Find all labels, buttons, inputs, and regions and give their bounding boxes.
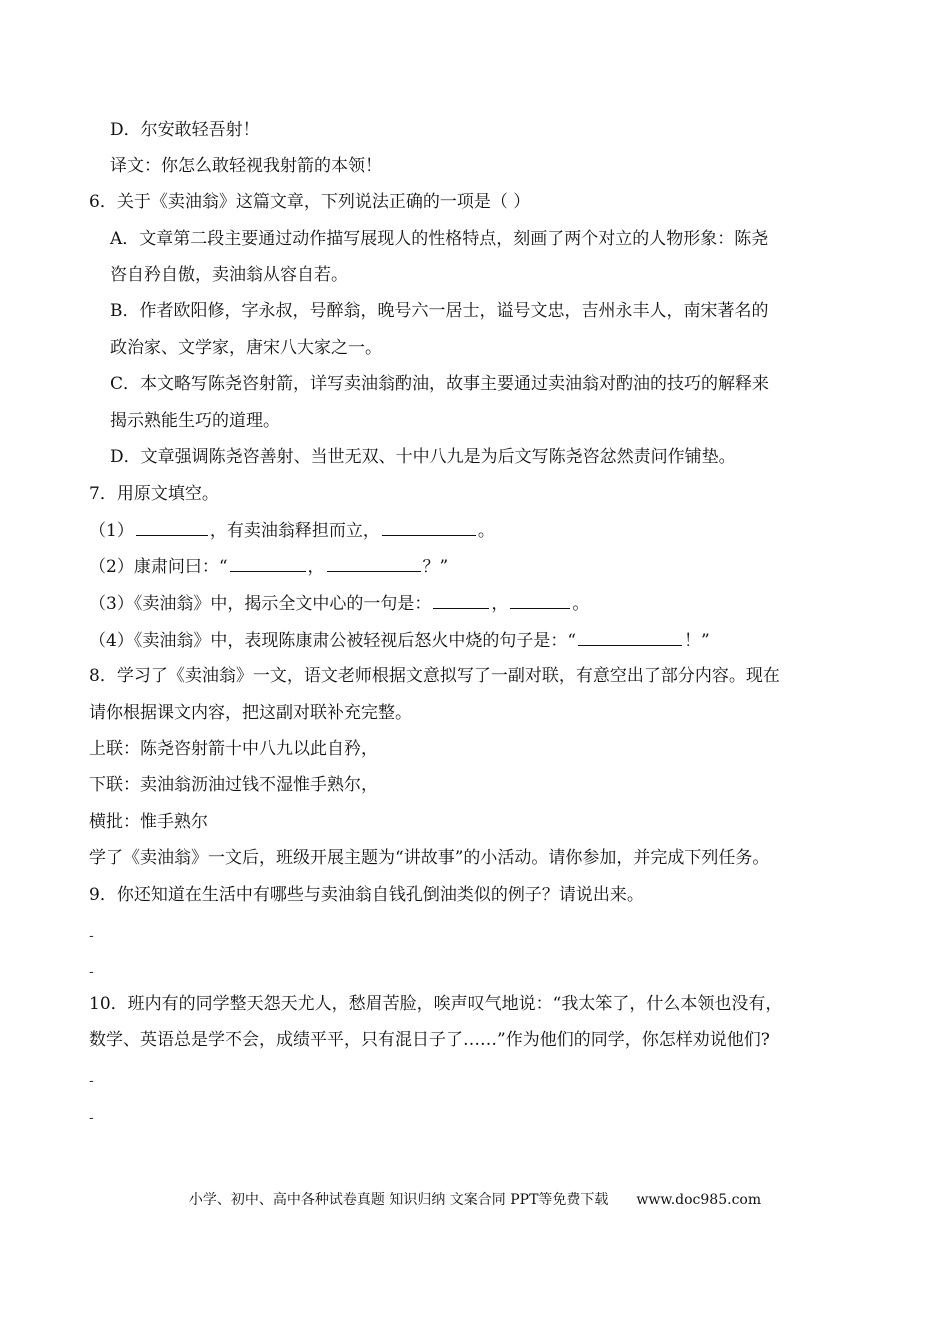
q6-option-d: D．文章强调陈尧咨善射、当世无双、十中八九是为后文写陈尧咨忿然责问作铺垫。 <box>110 447 736 467</box>
couplet-second-line: 下联：卖油翁沥油过钱不湿惟手熟尔， <box>89 775 378 795</box>
answer-line-mark[interactable]: - <box>89 1073 94 1089</box>
answer-blank[interactable] <box>230 555 306 572</box>
answer-blank[interactable] <box>510 592 570 609</box>
page-footer <box>0 1191 950 1209</box>
answer-line-mark[interactable]: - <box>89 1110 94 1126</box>
q7-item-4: （4）《卖油翁》中，表现陈康肃公被轻视后怒火中烧的句子是：“ ！” <box>89 631 710 651</box>
q6-option-b-line2: 政治家、文学家，唐宋八大家之一。 <box>110 338 382 358</box>
answer-blank[interactable] <box>433 592 489 609</box>
activity-intro: 学了《卖油翁》一文后，班级开展主题为“讲故事”的小活动。请你参加，并完成下列任务。 <box>89 848 770 868</box>
footer-site-link[interactable]: www.doc985.com <box>636 1192 762 1208</box>
question-7: 7．用原文填空。 <box>89 484 219 504</box>
question-9: 9．你还知道在生活中有哪些与卖油翁自钱孔倒油类似的例子？请说出来。 <box>89 885 644 905</box>
q7-item-3: （3）《卖油翁》中，揭示全文中心的一句是： ， 。 <box>89 594 590 614</box>
answer-blank[interactable] <box>327 555 421 572</box>
option-d-text: D．尔安敢轻吾射！ <box>110 120 260 140</box>
question-10-line2: 数学、英语总是学不会，成绩平平，只有混日子了……”作为他们的同学，你怎样劝说他们? <box>89 1030 770 1050</box>
q6-option-c-line1: C．本文略写陈尧咨射箭，详写卖油翁酌油，故事主要通过卖油翁对酌油的技巧的解释来 <box>110 374 770 394</box>
translation-text: 译文：你怎么敢轻视我射箭的本领！ <box>110 156 382 176</box>
answer-blank[interactable] <box>382 519 476 536</box>
answer-line-mark[interactable]: - <box>89 928 94 944</box>
q7-item-1: （1） ，有卖油翁释担而立， 。 <box>89 521 495 541</box>
q6-option-a-line1: A．文章第二段主要通过动作描写展现人的性格特点，刻画了两个对立的人物形象：陈尧 <box>110 229 769 249</box>
answer-line-mark[interactable]: - <box>89 964 94 980</box>
question-8-line1: 8．学习了《卖油翁》一文，语文老师根据文意拟写了一副对联，有意空出了部分内容。现在 <box>89 666 780 686</box>
question-8-line2: 请你根据课文内容，把这副对联补充完整。 <box>89 703 412 723</box>
q7-item-2: （2）康肃问曰：“ ， ？” <box>89 557 449 577</box>
footer-text: 小学、初中、高中各种试卷真题 知识归纳 文案合同 PPT等免费下载 <box>188 1192 609 1208</box>
q6-option-c-line2: 揭示熟能生巧的道理。 <box>110 411 280 431</box>
answer-blank[interactable] <box>136 519 208 536</box>
couplet-horizontal: 横批：惟手熟尔 <box>89 812 208 832</box>
q6-option-a-line2: 咨自矜自傲，卖油翁从容自若。 <box>110 265 348 285</box>
question-6: 6．关于《卖油翁》这篇文章，下列说法正确的一项是（ ） <box>89 192 531 212</box>
q6-option-b-line1: B．作者欧阳修，字永叔，号醉翁，晚号六一居士，谥号文忠，吉州永丰人，南宋著名的 <box>110 301 769 321</box>
question-10-line1: 10．班内有的同学整天怨天尤人，愁眉苦脸，唉声叹气地说：“我太笨了，什么本领也没有， <box>89 994 783 1014</box>
answer-blank[interactable] <box>578 629 682 646</box>
couplet-first-line: 上联：陈尧咨射箭十中八九以此自矜， <box>89 739 378 759</box>
